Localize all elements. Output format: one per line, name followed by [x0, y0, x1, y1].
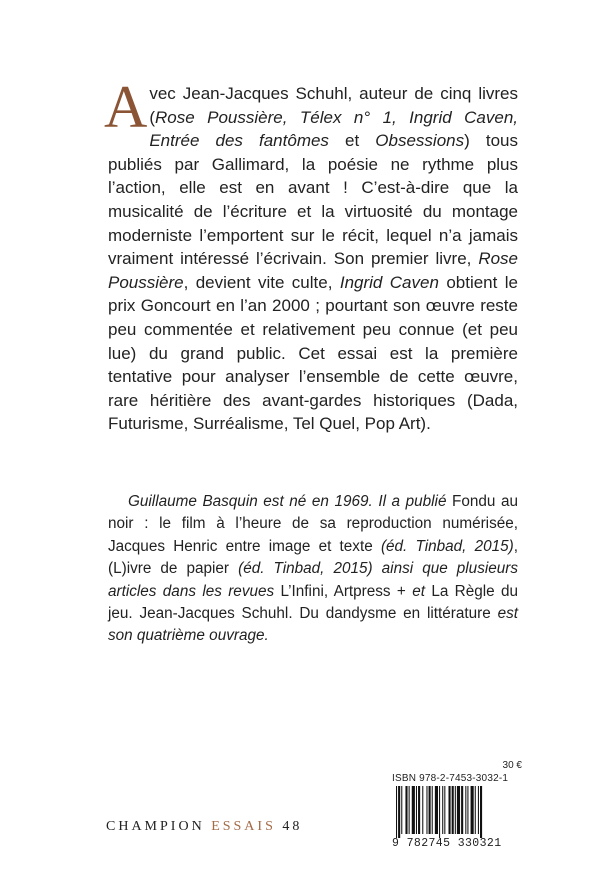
- summary-text-5: obtient le prix Goncourt en l’an 2000 ; pourtant son œuvre reste peu commentée et relativement peu connue (et peu lue) du grand public. Cet essai est la première tentative pour analyser l’ensemble de cette œuvre, rare héritière des avant-gardes historiques (Dada, Futurisme, Surréalisme, Tel Quel, Pop Art).: [108, 272, 518, 434]
- bio-text-6: L’Infini, Artpress +: [274, 582, 413, 600]
- barcode-bar: [396, 786, 397, 838]
- bio-text-5: (éd. Tinbad, 2015) ainsi que plusieurs articles dans les revues: [108, 560, 518, 600]
- barcode-bar: [452, 786, 454, 834]
- author-bio: [108, 491, 518, 648]
- barcode-bar: [398, 786, 400, 838]
- bio-text-4: , (L)ivre de papier: [108, 537, 518, 578]
- collection-number: 48: [275, 819, 303, 834]
- barcode-bar: [439, 786, 440, 838]
- barcode-bar: [416, 786, 417, 834]
- summary-text-1: vec Jean-Jacques Schuhl, auteur de cinq livres (: [149, 84, 518, 127]
- drop-cap: A: [104, 74, 148, 140]
- barcode-block: [392, 760, 522, 850]
- barcode-bar: [444, 786, 445, 834]
- collection-name: CHAMPION: [106, 819, 212, 834]
- barcode-icon: [392, 786, 522, 838]
- summary-title-rose: Rose Poussière: [108, 249, 518, 292]
- collection-essais: ESSAIS: [211, 819, 276, 834]
- barcode-bar: [480, 786, 482, 838]
- bio-text-1: Guillaume Basquin est né en 1969. Il a publié: [128, 493, 447, 510]
- barcode-bar: [478, 786, 479, 834]
- summary-text-4: , devient vite culte,: [183, 272, 340, 292]
- bio-text-3: (éd. Tinbad, 2015): [380, 537, 514, 555]
- barcode-bar: [455, 786, 456, 834]
- barcode-bar: [467, 786, 468, 834]
- barcode-bar: [418, 786, 420, 834]
- barcode-bar: [422, 786, 423, 834]
- isbn-label: ISBN 978-2-7453-3032-1: [392, 773, 509, 784]
- barcode-bar: [442, 786, 443, 834]
- barcode-bar: [457, 786, 460, 834]
- bio-text-7: et: [412, 582, 425, 600]
- bio-text-2: Fondu au noir : le film à l’heure de sa reproduction numérisée, Jacques Henric entre image et texte: [108, 493, 519, 555]
- barcode-bar: [471, 786, 474, 834]
- barcode-bar: [429, 786, 431, 834]
- barcode-bar: [405, 786, 407, 834]
- summary-paragraph: [104, 74, 518, 436]
- summary-text-3: ) tous publiés par Gallimard, la poésie ne rythme plus l’action, elle est en avant ! C’est-à-dire que la musicalité de l’écriture et la virtuosité du montage moderniste l’emportent sur le récit, lequel n’a jamais vraiment intéressé l’écrivain. Son premier livre,: [108, 131, 518, 269]
- barcode-bar: [475, 786, 476, 834]
- barcode-bar: [401, 786, 402, 834]
- summary-title-ingrid: Ingrid Caven: [339, 272, 439, 292]
- barcode-bar: [412, 786, 415, 834]
- barcode-bar: [426, 786, 427, 834]
- bio-text-8: La Règle du jeu. Jean-Jacques Schuhl. Du dandysme en littérature: [108, 582, 519, 623]
- barcode-bar: [449, 786, 451, 834]
- price-label: 30 €: [502, 760, 522, 771]
- barcode-bar: [432, 786, 433, 834]
- summary-titles: Rose Poussière, Télex n° 1, Ingrid Caven, Entrée des fantômes: [149, 107, 518, 151]
- barcode-digits: 9 782745 330321: [392, 837, 502, 850]
- barcode-bar: [461, 786, 463, 834]
- collection-label: [106, 819, 302, 835]
- summary-text-2: et: [328, 131, 376, 151]
- barcode-bar: [435, 786, 438, 834]
- bio-text-9: est son quatrième ouvrage.: [108, 605, 518, 645]
- barcode-bar: [465, 786, 466, 834]
- summary-title-obsessions: Obsessions: [375, 131, 465, 151]
- barcode-bar: [409, 786, 410, 834]
